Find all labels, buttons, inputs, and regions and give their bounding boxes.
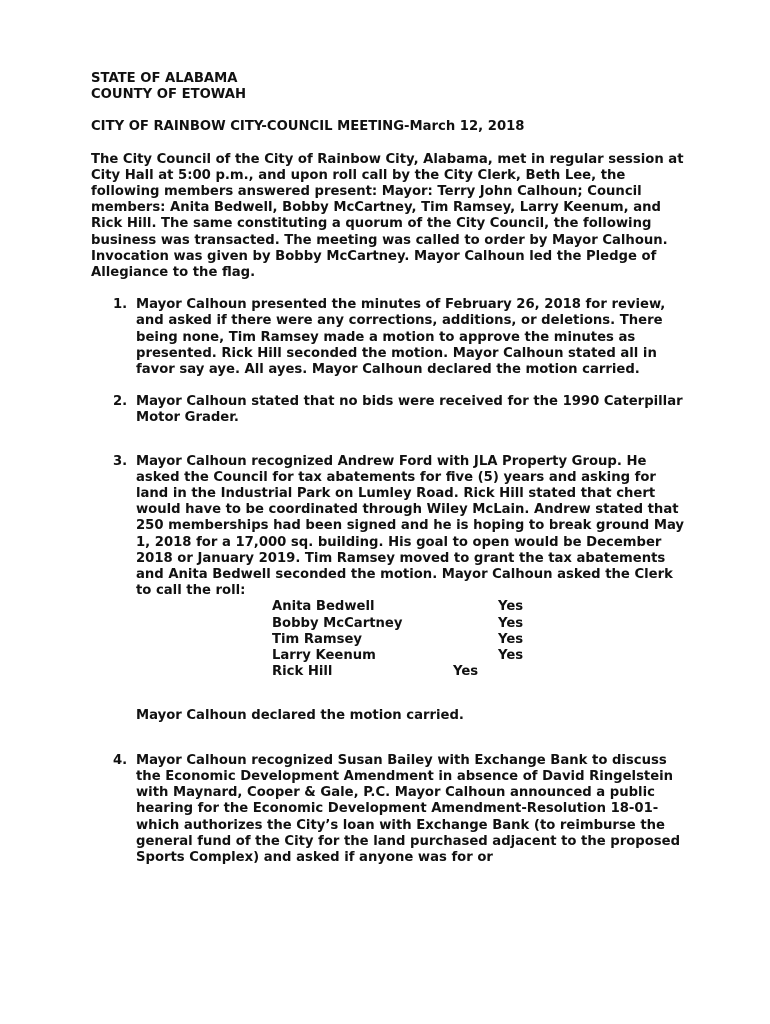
agenda-item-4 [91,753,691,866]
vote-value: Yes [498,615,524,631]
motion-carried-note: Mayor Calhoun declared the motion carried. [136,708,464,724]
voter-name: Rick Hill [272,664,333,680]
agenda-item-2 [91,394,691,426]
item-number: 3. [113,453,128,469]
item-number: 1. [113,297,128,313]
item-number: 4. [113,752,128,768]
vote-value: Yes [453,664,479,680]
voter-name: Bobby McCartney [272,615,403,631]
voter-name: Anita Bedwell [272,599,375,615]
item-text: Mayor Calhoun stated that no bids were received for the 1990 Caterpillar Motor Grader. [136,394,683,426]
item-text: Mayor Calhoun recognized Susan Bailey with Exchange Bank to discuss the Economic Development Amendment in absence of David Ringelstein with Maynard, Cooper & Gale, P.C. Mayor Calhoun announced a public hearing for the Economic Development Amendment-Resolution 18-01-which authorizes the City’s loan with Exchange Bank (to reimburse the general fund of the City for the land purchased adjacent to the proposed Sports Complex) and asked if anyone was for or [136,752,681,865]
county-heading: COUNTY OF ETOWAH [91,87,246,103]
state-heading: STATE OF ALABAMA [91,71,238,86]
vote-value: Yes [498,648,524,664]
item-text: Mayor Calhoun presented the minutes of February 26, 2018 for review, and asked if there were any corrections, additions, or deletions. There being none, Tim Ramsey made a motion to approve the minutes as presented. Rick Hill seconded the motion. Mayor Calhoun stated all in favor say aye. All ayes. Mayor Calhoun declared the motion carried. [136,297,666,378]
agenda-items [91,297,691,866]
item-text: Mayor Calhoun recognized Andrew Ford with JLA Property Group. He asked the Council for tax abatements for five (5) years and asking for land in the Industrial Park on Lumley Road. Rick Hill stated that chert would have to be coordinated through Wiley McLain. Andrew stated that 250 memberships had been signed and he is hoping to break ground May 1, 2018 for a 17,000 sq. building. His goal to open would be December 2018 or January 2019. Tim Ramsey moved to grant the tax abatements and Anita Bedwell seconded the motion. Mayor Calhoun asked the Clerk to call the roll: [136,453,685,599]
meeting-title: CITY OF RAINBOW CITY-COUNCIL MEETING-March 12, 2018 [91,119,525,135]
intro-paragraph: The City Council of the City of Rainbow City, Alabama, met in regular session at City Hall at 5:00 p.m., and upon roll call by the City Clerk, Beth Lee, the following members answered present: Mayor: Terry John Calhoun; Council members: Anita Bedwell, Bobby McCartney, Tim Ramsey, Larry Keenum, and Rick Hill. The same constituting a quorum of the City Council, the following business was transacted. The meeting was called to order by Mayor Calhoun. Invocation was given by Bobby McCartney. Mayor Calhoun led the Pledge of Allegiance to the flag. [91,151,684,281]
voter-name: Tim Ramsey [272,631,363,647]
vote-value: Yes [498,631,524,647]
voter-name: Larry Keenum [272,648,376,664]
item-number: 2. [113,394,128,410]
agenda-item-3 [91,454,691,725]
roll-call-list [136,599,691,680]
document-page [91,71,691,866]
agenda-item-1 [91,297,691,378]
document-header [91,71,691,103]
vote-value: Yes [498,599,524,615]
